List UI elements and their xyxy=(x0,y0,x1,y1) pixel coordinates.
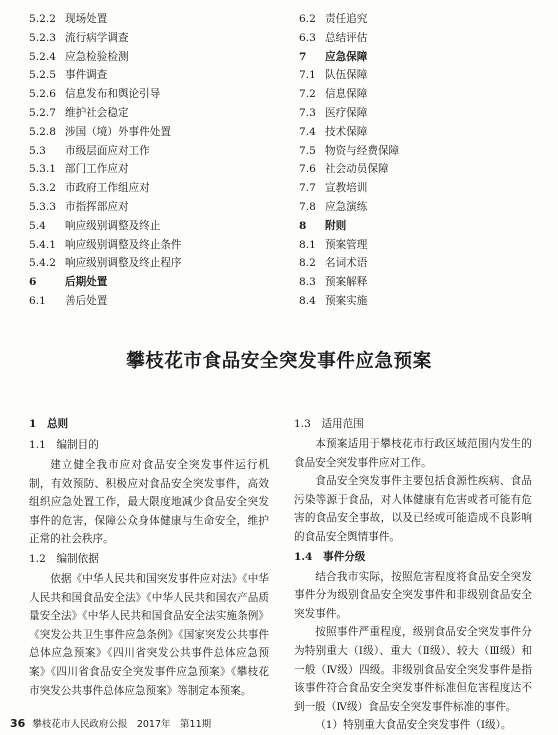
toc-item xyxy=(29,217,269,236)
section-heading-purpose: 1.1 编制目的 xyxy=(29,439,99,451)
toc-item-label: 应急演练 xyxy=(325,200,368,213)
toc-item xyxy=(299,142,539,161)
paragraph-levels: 按照事件严重程度，级别食品安全突发事件分为特别重大（Ⅰ级）、重大（Ⅱ级）、较大（Ⅲ级）和一般（Ⅳ级）四级。非级别食品安全突发事件是指该事件符合食品安全突发事件标准但危害程度达不到一般（Ⅳ级）食品安全突发事件标准的事件。 xyxy=(294,626,532,713)
toc-item xyxy=(29,10,269,29)
toc-item xyxy=(29,179,269,198)
toc-item-number: 5.4.1 xyxy=(29,238,56,251)
toc-item-label: 维护社会稳定 xyxy=(65,106,129,119)
toc-item xyxy=(299,29,539,48)
body-left-column xyxy=(29,414,269,700)
toc-item-number: 5.4.2 xyxy=(29,257,56,270)
toc-item xyxy=(29,48,269,67)
toc-item xyxy=(299,160,539,179)
toc-item xyxy=(299,236,539,255)
toc-item-label: 预案实施 xyxy=(325,294,368,307)
toc-item-number: 5.2.6 xyxy=(29,88,56,101)
toc-item xyxy=(299,85,539,104)
paragraph-purpose: 建立健全我市应对食品安全突发事件运行机制，有效预防、积极应对食品安全突发事件，高效组织应急处置工作，最大限度地减少食品安全突发事件的危害，保障公众身体健康与生命安全，维护正常的社会秩序。 xyxy=(29,459,269,546)
toc-item-number: 7.3 xyxy=(299,106,316,119)
toc-item-number: 5.2.5 xyxy=(29,69,56,82)
toc-item-label: 应急保障 xyxy=(325,50,368,63)
toc-item-label: 宣教培训 xyxy=(325,182,368,195)
page-footer xyxy=(10,716,211,730)
toc-item-number: 6.2 xyxy=(299,13,316,25)
toc-left xyxy=(29,10,269,311)
toc-item-label: 应急检验检测 xyxy=(65,50,129,63)
toc-item-number: 6.1 xyxy=(29,294,46,307)
toc-item xyxy=(299,179,539,198)
toc-item-label: 总结评估 xyxy=(325,31,368,44)
toc-item xyxy=(299,104,539,123)
toc-item-number: 5.2.4 xyxy=(29,50,56,63)
toc-item-label: 责任追究 xyxy=(325,13,368,25)
toc-right xyxy=(299,10,539,311)
toc-item-number: 5.2.7 xyxy=(29,106,56,119)
toc-item-number: 7 xyxy=(299,50,307,63)
toc-item-number: 5.3 xyxy=(29,144,46,157)
toc-item-number: 6.3 xyxy=(299,31,316,44)
paragraph-scope-detail: 食品安全突发事件主要包括食源性疾病、食品污染等源于食品，对人体健康有危害或者可能有危害的食品安全事故，以及已经或可能造成不良影响的食品安全舆情事件。 xyxy=(294,475,532,543)
toc-item-label: 响应级别调整及终止 xyxy=(65,219,161,232)
toc-item-number: 5.2.3 xyxy=(29,31,56,44)
toc-item-number: 5.4 xyxy=(29,219,46,232)
toc-item xyxy=(299,48,539,67)
toc-item-number: 6 xyxy=(29,276,37,289)
section-heading-basis: 1.2 编制依据 xyxy=(29,552,99,565)
section-heading-classification: 1.4 事件分级 xyxy=(294,550,366,563)
toc-item xyxy=(29,198,269,217)
toc-item-label: 队伍保障 xyxy=(325,69,368,82)
toc-item xyxy=(29,66,269,85)
toc-item xyxy=(299,198,539,217)
toc-item-label: 事件调查 xyxy=(65,69,108,82)
toc-item xyxy=(29,273,269,292)
toc-item-number: 8.1 xyxy=(299,238,316,251)
body-right-column xyxy=(294,414,532,735)
toc-item-label: 善后处置 xyxy=(65,294,108,307)
publication-info: 攀枝花市人民政府公报 2017年 第11期 xyxy=(32,719,212,730)
toc-item xyxy=(29,85,269,104)
toc-item-label: 响应级别调整及终止条件 xyxy=(65,238,182,251)
toc-item-number: 8 xyxy=(299,219,307,232)
toc-item-label: 部门工作应对 xyxy=(65,163,129,176)
toc-item-number: 7.5 xyxy=(299,144,316,157)
toc-item xyxy=(299,273,539,292)
toc-item-number: 7.1 xyxy=(299,69,316,82)
toc-item-label: 名词术语 xyxy=(325,257,368,270)
page-number: 36 xyxy=(10,717,26,730)
toc-item xyxy=(29,254,269,273)
toc-item xyxy=(299,66,539,85)
toc-item-label: 信息保障 xyxy=(325,88,368,101)
toc-item-number: 8.3 xyxy=(299,276,316,289)
toc-item-number: 7.8 xyxy=(299,200,316,213)
toc-item-label: 响应级别调整及终止程序 xyxy=(65,257,182,270)
toc-item xyxy=(299,292,539,311)
paragraph-basis: 依据《中华人民共和国突发事件应对法》《中华人民共和国食品安全法》《中华人民共和国农产品质量安全法》《中华人民共和国食品安全法实施条例》《突发公共卫生事件应急条例》《国家突发公共事件总体应急预案》《四川省突发公共事件总体应急预案》《四川省食品安全突发事件应急预案》《攀枝花市突发公共事件总体应急预案》等制定本预案。 xyxy=(29,572,269,697)
toc-item xyxy=(29,142,269,161)
toc-item-label: 预案管理 xyxy=(325,238,368,251)
toc-item-label: 现场处置 xyxy=(65,13,108,25)
toc-item-label: 市指挥部应对 xyxy=(65,200,129,213)
toc-item-label: 技术保障 xyxy=(325,125,368,138)
toc-item-number: 7.7 xyxy=(299,182,316,195)
toc-item-label: 附则 xyxy=(325,219,347,232)
toc-item-number: 7.2 xyxy=(299,88,316,101)
toc-item-label: 流行病学调查 xyxy=(65,31,129,44)
document-title: 攀枝花市食品安全突发事件应急预案 xyxy=(126,351,432,372)
toc-item-label: 涉国（境）外事件处置 xyxy=(65,125,171,138)
toc-item xyxy=(29,29,269,48)
toc-item-number: 7.4 xyxy=(299,125,316,138)
toc-item-number: 5.3.1 xyxy=(29,163,56,176)
toc-item-label: 物资与经费保障 xyxy=(325,144,400,157)
toc-item-number: 8.2 xyxy=(299,257,316,270)
toc-item-number: 8.4 xyxy=(299,294,316,307)
toc-item xyxy=(299,10,539,29)
toc-item-label: 信息发布和舆论引导 xyxy=(65,88,161,101)
toc-item-number: 5.2.8 xyxy=(29,125,56,138)
toc-item xyxy=(29,123,269,142)
toc-item-number: 5.3.2 xyxy=(29,182,56,195)
toc-item xyxy=(299,217,539,236)
paragraph-scope: 本预案适用于攀枝花市行政区域范围内发生的食品安全突发事件应对工作。 xyxy=(294,438,532,469)
toc-item xyxy=(29,160,269,179)
toc-item-label: 医疗保障 xyxy=(325,106,368,119)
toc-item-label: 预案解释 xyxy=(325,276,368,289)
toc-item-number: 5.2.2 xyxy=(29,13,56,25)
toc-item xyxy=(29,236,269,255)
toc-item xyxy=(299,123,539,142)
toc-item xyxy=(299,254,539,273)
toc-item-label: 社会动员保障 xyxy=(325,163,389,176)
toc-item-number: 7.6 xyxy=(299,163,316,176)
section-heading-scope: 1.3 适用范围 xyxy=(294,418,364,430)
section-heading-general: 1 总则 xyxy=(29,418,69,430)
toc-item xyxy=(29,292,269,311)
toc-item-label: 市政府工作组应对 xyxy=(65,182,150,195)
toc-item xyxy=(29,104,269,123)
paragraph-classification: 结合我市实际，按照危害程度将食品安全突发事件分为级别食品安全突发事件和非级别食品安全突发事件。 xyxy=(294,570,532,620)
toc-item-label: 后期处置 xyxy=(65,276,108,289)
toc-item-label: 市级层面应对工作 xyxy=(65,144,150,157)
toc-item-number: 5.3.3 xyxy=(29,200,56,213)
paragraph-level-one: （1）特别重大食品安全突发事件（Ⅰ级）。 xyxy=(315,719,512,732)
